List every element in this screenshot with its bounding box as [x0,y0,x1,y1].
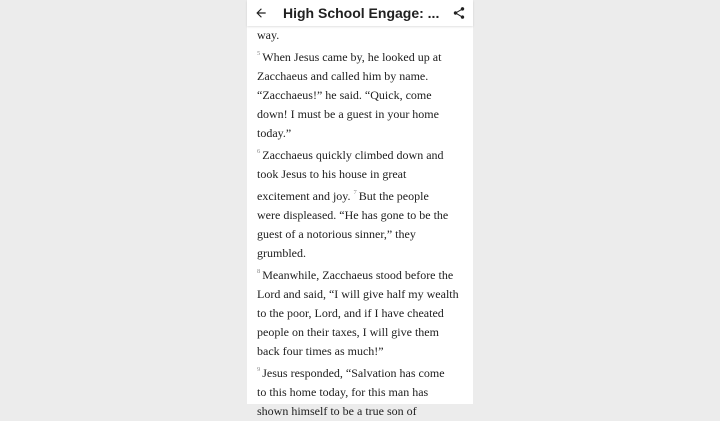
line-text: guest of a notorious sinner,” they [257,227,416,241]
verse-number: 6 [257,148,261,155]
text-line [257,244,463,263]
text-line [257,304,463,323]
line-text: grumbled. [257,246,306,260]
line-text: But the people [358,189,429,203]
line-text: were displeased. “He has gone to be the [257,208,449,222]
verse-number: 5 [257,50,261,57]
text-line [257,67,463,86]
line-text: people on their taxes, I will give them [257,325,439,339]
line-text: Jesus responded, “Salvation has come [262,366,445,380]
text-line [257,342,463,361]
line-text: way. [257,28,280,42]
line-text: down! I must be a guest in your home [257,107,439,121]
verse-number: 8 [257,268,261,275]
verse-number: 9 [257,366,261,373]
arrow-left-icon [254,6,268,20]
text-line [257,45,463,67]
text-line [257,165,463,184]
line-text: back four times as much!” [257,344,384,358]
reading-content [247,26,473,418]
share-icon [452,6,466,20]
text-line [257,105,463,124]
app-bar [247,0,473,26]
page-title: High School Engage: ... [283,5,440,21]
phone-screen [247,0,473,418]
line-text: excitement and joy. [257,189,351,203]
line-text: Zacchaeus quickly climbed down and [262,148,444,162]
verse-number: 7 [353,189,357,196]
text-line [257,402,463,418]
line-text: took Jesus to his house in great [257,167,407,181]
text-line [257,86,463,105]
line-text: to the poor, Lord, and if I have cheated [257,306,444,320]
text-line [257,225,463,244]
text-line [257,263,463,285]
line-text: “Zacchaeus!” he said. “Quick, come [257,88,432,102]
text-line [257,206,463,225]
text-line [257,143,463,165]
text-line [257,285,463,304]
text-line [257,124,463,143]
line-text: shown himself to be a true son of [257,404,417,418]
line-text: to this home today, for this man has [257,385,429,399]
line-text: When Jesus came by, he looked up at [262,50,442,64]
text-line [257,323,463,342]
text-line [257,383,463,402]
text-line [257,361,463,383]
line-text: Lord and said, “I will give half my wealth [257,287,459,301]
line-text: Meanwhile, Zacchaeus stood before the [262,268,454,282]
text-line [257,26,463,45]
back-button[interactable] [247,0,275,26]
text-line [257,184,463,206]
line-text: Zacchaeus and called him by name. [257,69,429,83]
line-text: today.” [257,126,292,140]
share-button[interactable] [445,0,473,26]
